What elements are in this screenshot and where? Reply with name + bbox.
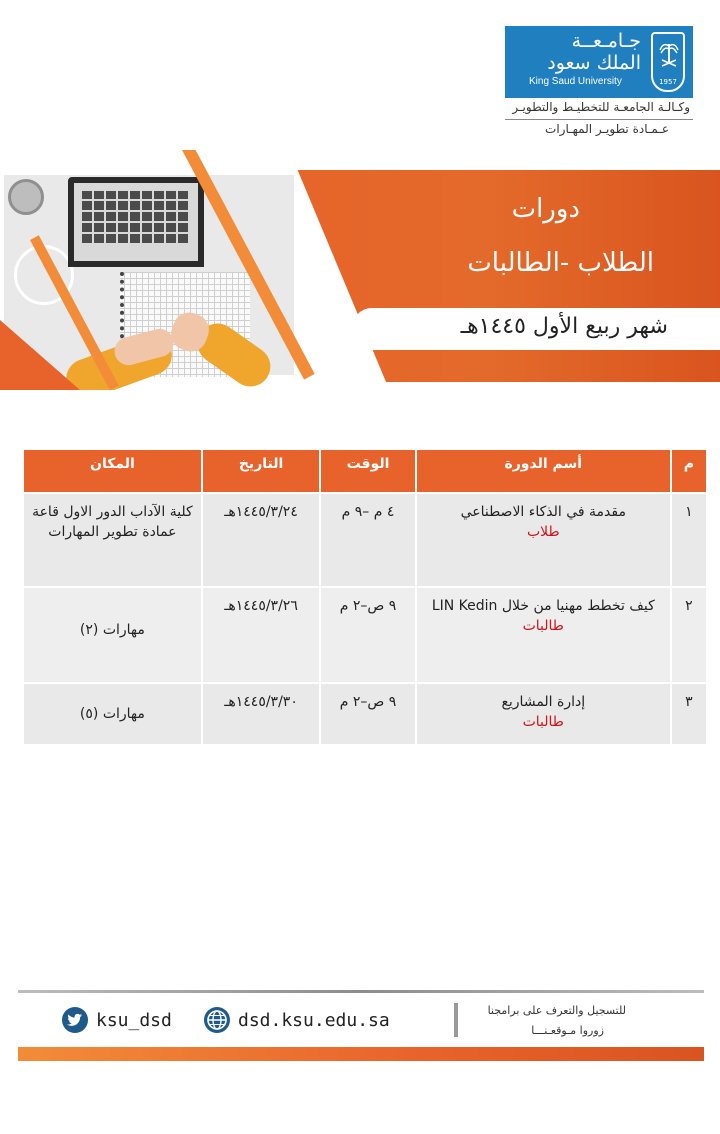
course-audience: طالبات xyxy=(522,618,564,634)
globe-icon xyxy=(204,1007,230,1033)
course-audience: طلاب xyxy=(526,524,560,540)
twitter-icon xyxy=(62,1007,88,1033)
course-place: مهارات (٥) xyxy=(23,683,202,745)
website-link[interactable] xyxy=(204,1005,390,1035)
logo-arabic-line1: جـامـعــة xyxy=(571,30,641,52)
palm-seal-icon xyxy=(651,32,685,92)
table-header-row xyxy=(23,449,707,493)
header-date: التاريخ xyxy=(202,449,321,493)
course-place: مهارات (٢) xyxy=(23,587,202,683)
twitter-link[interactable] xyxy=(62,1005,172,1035)
twitter-handle: ksu_dsd xyxy=(96,1009,172,1031)
agency-name: وكـالـة الجامعـة للتخطيـط والتطويـر xyxy=(512,100,690,114)
banner-subtitle: الطلاب -الطالبات xyxy=(467,248,654,278)
header-name: أسم الدورة xyxy=(416,449,671,493)
banner-month-pill xyxy=(352,308,720,350)
banner-title: دورات xyxy=(511,194,580,224)
course-time: ٤ م –٩ م xyxy=(320,493,415,587)
laptop-icon xyxy=(68,177,204,267)
course-name: مقدمة في الذكاء الاصطناعي xyxy=(460,504,626,520)
row-no: ٣ xyxy=(671,683,707,745)
course-time: ٩ ص–٢ م xyxy=(320,683,415,745)
ksu-logo xyxy=(505,26,693,98)
register-line1: للتسجيل والتعرف على برامجنا xyxy=(487,1004,626,1017)
course-name: إدارة المشاريع xyxy=(501,694,586,710)
course-date: ١٤٤٥/٣/٣٠هـ xyxy=(202,683,321,745)
header-place: المكان xyxy=(23,449,202,493)
row-no: ١ xyxy=(671,493,707,587)
logo-arabic-line2: الملك سعود xyxy=(547,52,641,74)
logo-year: 1957 xyxy=(659,78,677,86)
banner-month: شهر ربيع الأول ١٤٤٥هـ xyxy=(460,314,668,339)
course-date: ١٤٤٥/٣/٢٦هـ xyxy=(202,587,321,683)
table-row xyxy=(23,493,707,587)
footer-top-line xyxy=(18,990,704,993)
header-no: م xyxy=(671,449,707,493)
course-place: كلية الآداب الدور الاول قاعة عمادة تطوير المهارات xyxy=(23,493,202,587)
footer-divider xyxy=(454,1003,458,1037)
clock-icon xyxy=(8,179,44,215)
table-row xyxy=(23,683,707,745)
footer-orange-bar xyxy=(18,1047,704,1061)
table-row xyxy=(23,587,707,683)
course-cell xyxy=(416,683,671,745)
header-time: الوقت xyxy=(320,449,415,493)
course-name: كيف تخطط مهنيا من خلال LIN Kedin xyxy=(431,598,655,614)
course-cell xyxy=(416,587,671,683)
course-audience: طالبات xyxy=(522,714,564,730)
course-cell xyxy=(416,493,671,587)
register-line2: زوروا مـوقعـنـــا xyxy=(531,1024,604,1037)
header-divider xyxy=(505,119,693,120)
banner xyxy=(0,150,720,390)
course-date: ١٤٤٥/٣/٢٤هـ xyxy=(202,493,321,587)
website-url: dsd.ksu.edu.sa xyxy=(238,1009,390,1031)
deanship-name: عـمـادة تطويـر المهـارات xyxy=(545,122,669,136)
course-time: ٩ ص–٢ م xyxy=(320,587,415,683)
courses-table xyxy=(22,448,708,746)
row-no: ٢ xyxy=(671,587,707,683)
logo-english: King Saud University xyxy=(529,76,622,87)
